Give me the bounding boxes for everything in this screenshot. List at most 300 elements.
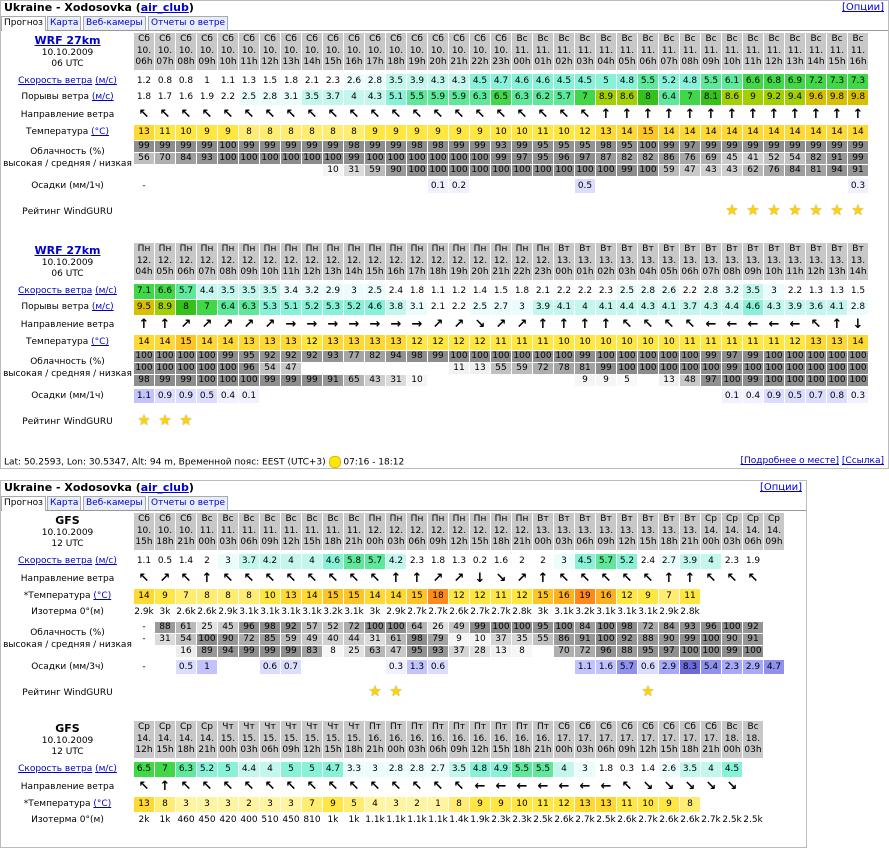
hour-label: 00h bbox=[723, 745, 741, 755]
cloud-low-cell: 100 bbox=[723, 375, 741, 385]
cloud-low-cell: 100 bbox=[555, 165, 573, 175]
precip-cell bbox=[533, 389, 553, 403]
cloud-high-cell: 77 bbox=[344, 351, 364, 362]
cloud-mid-cell: 96 bbox=[554, 153, 574, 164]
precip-cell bbox=[302, 179, 322, 193]
footer-links bbox=[741, 456, 884, 466]
unit-link[interactable]: (м/с) bbox=[95, 556, 117, 566]
cloud-low-cell: 13 bbox=[659, 375, 679, 386]
wind-arrow-icon: ↑ bbox=[537, 571, 549, 586]
temperature-cell: 8 bbox=[239, 125, 259, 140]
wind-speed-cell: 1.1 bbox=[134, 554, 154, 569]
isotherm-label: Изотерма 0°(м) bbox=[31, 607, 104, 617]
temperature-label: Температура (°C) bbox=[26, 337, 109, 347]
wind-speed-cell: 4.4 bbox=[197, 284, 217, 299]
day-label: Пн bbox=[473, 514, 487, 524]
wind-speed-cell: 2.9 bbox=[323, 284, 343, 299]
wind-speed-cell: 3.9 bbox=[407, 74, 427, 89]
time-header-cell bbox=[344, 243, 364, 280]
gust-cell: 5.7 bbox=[554, 90, 574, 105]
precip-cell bbox=[176, 179, 196, 193]
wind-speed-cell: 3 bbox=[344, 284, 364, 299]
wind-speed-cell: 2.8 bbox=[365, 74, 385, 89]
gust-cell: 9.8 bbox=[827, 90, 847, 105]
temperature-cell: 11 bbox=[617, 797, 637, 812]
day-label: Вт bbox=[747, 244, 759, 254]
hour-label: 09h bbox=[765, 537, 783, 547]
date-label: 11. bbox=[556, 45, 572, 56]
wind-speed-cell: 0.5 bbox=[155, 554, 175, 569]
temperature-cell: 15 bbox=[323, 589, 343, 604]
temperature-cell: 11 bbox=[533, 125, 553, 140]
wind-speed-cell: 2.7 bbox=[428, 762, 448, 777]
temperature-cell: 12 bbox=[617, 589, 637, 604]
temperature-label: Температура (°C) bbox=[26, 127, 109, 137]
date-label: 12. bbox=[451, 525, 467, 536]
date-label: 12. bbox=[388, 255, 404, 266]
temperature-cell: 14 bbox=[785, 125, 805, 140]
temperature-cell: 10 bbox=[659, 335, 679, 350]
date-label: 15. bbox=[262, 733, 278, 744]
temperature-label: *Температура (°C) bbox=[23, 799, 112, 809]
cloud-mid-cell: 55 bbox=[491, 363, 511, 374]
day-label: Пн bbox=[368, 514, 382, 524]
time-header-cell bbox=[428, 243, 448, 280]
cloud-high-cell: 100 bbox=[219, 141, 237, 151]
wind-speed-cell: 4.3 bbox=[428, 74, 448, 89]
precip-cell bbox=[449, 389, 469, 403]
gust-cell: 8 bbox=[176, 300, 196, 315]
temperature-cell: 18 bbox=[428, 589, 448, 604]
precip-cell: 0.7 bbox=[281, 660, 301, 674]
date-label: 15. bbox=[346, 733, 362, 744]
day-label: Сб bbox=[558, 722, 570, 732]
unit-link[interactable]: (°C) bbox=[93, 799, 112, 809]
wind-arrow-icon: ↖ bbox=[138, 107, 150, 122]
hour-label: 22h bbox=[471, 57, 489, 67]
wind-speed-cell: 2.4 bbox=[386, 284, 406, 299]
cloud-mid-cell: 100 bbox=[135, 363, 153, 373]
tab-forecast[interactable]: Прогноз bbox=[1, 16, 46, 31]
wind-speed-cell: 0.2 bbox=[470, 554, 490, 569]
isotherm-cell: 1.1k bbox=[386, 815, 406, 825]
date-label: 10. bbox=[262, 45, 278, 56]
cloud-low-cell: 83 bbox=[302, 646, 322, 657]
gust-cell: 3.9 bbox=[785, 300, 805, 315]
unit-link[interactable]: (°C) bbox=[91, 127, 109, 137]
day-label: Пн bbox=[326, 244, 340, 254]
unit-link[interactable]: (м/с) bbox=[95, 764, 117, 774]
day-label: Сб bbox=[285, 34, 297, 44]
date-label: 12. bbox=[346, 255, 362, 266]
cloud-mid-cell: 90 bbox=[722, 634, 742, 645]
wind-speed-cell: 6.6 bbox=[155, 284, 175, 299]
wind-arrow-icon: ↖ bbox=[579, 571, 591, 586]
precip-cell bbox=[218, 660, 238, 674]
wind-arrow-icon: ↖ bbox=[621, 317, 633, 332]
day-label: Сб bbox=[138, 514, 150, 524]
temperature-cell: 7 bbox=[659, 589, 679, 604]
unit-link[interactable]: (°C) bbox=[91, 337, 109, 347]
cloud-high-cell: 100 bbox=[639, 141, 657, 151]
day-label: Ср bbox=[201, 722, 213, 732]
run-date: 10.10.2009 bbox=[41, 48, 94, 58]
date-label: 13. bbox=[661, 525, 677, 536]
day-label: Пт bbox=[368, 722, 381, 732]
wind-speed-cell: 0.8 bbox=[155, 74, 175, 89]
precip-cell bbox=[554, 179, 574, 193]
permalink-link[interactable]: [Ссылка] bbox=[841, 456, 884, 466]
hour-label: 03h bbox=[576, 57, 594, 67]
time-header-cell bbox=[638, 33, 658, 70]
cloud-high-cell: 99 bbox=[827, 141, 847, 152]
date-label: 17. bbox=[703, 733, 719, 744]
hour-label: 03h bbox=[744, 745, 762, 755]
hour-label: 18h bbox=[387, 57, 405, 67]
wind-arrow-icon: ↑ bbox=[621, 107, 633, 122]
wind-arrow-icon: ↘ bbox=[726, 779, 738, 794]
cloud-low-cell bbox=[638, 375, 658, 386]
temperature-cell: 19 bbox=[575, 589, 595, 604]
gust-cell: 6.3 bbox=[470, 90, 490, 105]
isotherm-cell: 2.3k bbox=[491, 815, 511, 825]
wind-arrow-icon: ↖ bbox=[369, 779, 381, 794]
temperature-cell: 15 bbox=[176, 335, 196, 350]
temperature-cell: 8 bbox=[197, 589, 217, 604]
date-label: 12. bbox=[199, 255, 215, 266]
hour-label: 18h bbox=[177, 745, 195, 755]
day-label: Чт bbox=[264, 722, 276, 732]
time-header-cell bbox=[386, 721, 406, 758]
cloud-mid-cell: 100 bbox=[450, 153, 468, 163]
date-label: 13. bbox=[640, 525, 656, 536]
temperature-cell: 13 bbox=[344, 335, 364, 350]
time-header-cell bbox=[176, 243, 196, 280]
isotherm-cell: 2.6k bbox=[659, 815, 679, 825]
hour-label: 04h bbox=[135, 267, 153, 277]
wind-speed-cell: 4.3 bbox=[449, 74, 469, 89]
precip-cell bbox=[554, 660, 574, 674]
time-header-cell bbox=[302, 243, 322, 280]
precip-cell bbox=[365, 179, 385, 193]
unit-link[interactable]: (м/с) bbox=[91, 302, 114, 312]
cloud-high-cell: 99 bbox=[659, 141, 679, 152]
tab-wind-reports[interactable]: Отчеты о ветре bbox=[148, 496, 228, 510]
wind-arrow-icon: ↖ bbox=[495, 107, 507, 122]
precip-cell: 0.9 bbox=[155, 389, 175, 403]
time-header-cell bbox=[680, 33, 700, 70]
cloud-low-cell bbox=[533, 646, 553, 657]
cloud-low-cell: 43 bbox=[365, 375, 385, 386]
wind-arrow-icon: ↖ bbox=[516, 107, 528, 122]
wind-speed-cell: 2.8 bbox=[386, 762, 406, 777]
unit-link[interactable]: (°C) bbox=[93, 591, 112, 601]
hour-label: 15h bbox=[156, 745, 174, 755]
day-label: Пн bbox=[221, 244, 235, 254]
cloud-mid-cell: 10 bbox=[470, 634, 490, 645]
cloud-high-cell: 92 bbox=[260, 351, 280, 362]
isotherm-cell: 450 bbox=[282, 815, 300, 825]
cloud-high-cell: 100 bbox=[849, 351, 867, 361]
cloud-mid-cell: 49 bbox=[302, 634, 322, 645]
cloud-mid-cell: 100 bbox=[261, 153, 279, 163]
precip-cell bbox=[701, 179, 721, 193]
cloud-low-cell: 84 bbox=[785, 165, 805, 176]
precip-cell bbox=[596, 179, 616, 193]
cloud-low-cell: 9 bbox=[596, 375, 616, 386]
club-link[interactable]: air_club bbox=[140, 1, 189, 14]
hour-label: 10h bbox=[765, 267, 783, 277]
tab-wind-reports[interactable]: Отчеты о ветре bbox=[148, 16, 228, 30]
cloud-low-cell: 28 bbox=[470, 646, 490, 657]
day-label: Вс bbox=[747, 34, 759, 44]
cloud-high-cell: 99 bbox=[785, 141, 805, 152]
wind-speed-link[interactable]: Скорость ветра bbox=[18, 764, 93, 774]
day-label: Ср bbox=[138, 722, 150, 732]
gust-cell: 5.3 bbox=[323, 300, 343, 315]
cloud-low-cell: 59 bbox=[365, 165, 385, 176]
cloud-mid-cell: 100 bbox=[177, 363, 195, 373]
cloud-high-cell: 100 bbox=[555, 351, 573, 361]
day-label: Вс bbox=[201, 514, 213, 524]
unit-link[interactable]: (м/с) bbox=[95, 286, 117, 296]
day-label: Пн bbox=[284, 244, 298, 254]
cloud-mid-cell: 100 bbox=[849, 363, 867, 373]
hour-label: 08h bbox=[177, 57, 195, 67]
clouds-label: Облачность (%) bbox=[30, 357, 105, 367]
wind-speed-cell: 6.3 bbox=[176, 762, 196, 777]
wind-speed-cell: 4.6 bbox=[323, 554, 343, 569]
wind-speed-cell: 4.5 bbox=[575, 74, 595, 89]
date-label: 12. bbox=[325, 255, 341, 266]
hour-label: 12h bbox=[135, 745, 153, 755]
model-name[interactable]: WRF 27km bbox=[34, 34, 101, 47]
isotherm-cell: 420 bbox=[219, 815, 237, 825]
tab-webcams[interactable]: Веб-камеры bbox=[83, 496, 146, 510]
wind-speed-cell: 1.3 bbox=[827, 284, 847, 299]
wind-speed-cell: 2.2 bbox=[554, 284, 574, 299]
options-link[interactable]: [Опции] bbox=[841, 2, 884, 13]
gust-cell: 2.8 bbox=[260, 90, 280, 105]
precip-cell bbox=[638, 389, 658, 403]
cloud-mid-cell: 52 bbox=[764, 153, 784, 164]
isotherm-cell: 3.1k bbox=[260, 607, 280, 617]
hour-label: 10h bbox=[219, 57, 237, 67]
wind-arrow-icon: ← bbox=[516, 779, 528, 794]
day-label: Вс bbox=[621, 34, 633, 44]
time-header-cell bbox=[680, 243, 700, 280]
day-label: Пн bbox=[473, 244, 487, 254]
isotherm-cell: 2.6k bbox=[197, 607, 217, 617]
hour-label: 20h bbox=[429, 57, 447, 67]
cloud-high-cell: 100 bbox=[450, 351, 468, 361]
cloud-low-cell: 100 bbox=[471, 165, 489, 175]
day-label: Ср bbox=[159, 722, 171, 732]
precip-cell: - bbox=[134, 660, 154, 674]
tab-forecast[interactable]: Прогноз bbox=[1, 496, 46, 511]
cloud-mid-cell: - bbox=[134, 634, 154, 645]
cloud-low-cell: 100 bbox=[597, 165, 615, 175]
hour-label: 07h bbox=[702, 267, 720, 277]
cloud-mid-cell: 93 bbox=[197, 153, 217, 164]
hour-label: 06h bbox=[135, 57, 153, 67]
cloud-high-cell: 99 bbox=[428, 351, 448, 362]
precip-cell: 0.6 bbox=[638, 660, 658, 674]
precip-cell bbox=[155, 179, 175, 193]
wind-arrow-icon: ↘ bbox=[474, 317, 486, 332]
location-info: Lat: 50.2593, Lon: 30.5347, Alt: 94 m, Временной пояс: EEST (UTC+3) bbox=[4, 457, 326, 468]
wind-arrow-icon: ↖ bbox=[285, 107, 297, 122]
time-header-cell bbox=[848, 33, 868, 70]
temperature-cell: 3 bbox=[281, 797, 301, 812]
cloud-low-cell bbox=[260, 165, 280, 176]
precip-cell bbox=[659, 389, 679, 403]
tab-map[interactable]: Карта bbox=[47, 16, 81, 30]
cloud-low-cell: 94 bbox=[218, 646, 238, 657]
day-label: Сб bbox=[642, 722, 654, 732]
isotherm-cell: 2.9k bbox=[386, 607, 406, 617]
temperature-cell: 9 bbox=[470, 125, 490, 140]
wind-arrow-icon: ↖ bbox=[558, 107, 570, 122]
date-label: 18. bbox=[745, 733, 761, 744]
wind-speed-cell: 6.9 bbox=[785, 74, 805, 89]
time-header-cell bbox=[743, 33, 763, 70]
date-label: 13. bbox=[745, 255, 761, 266]
wind-speed-cell: 4.5 bbox=[554, 74, 574, 89]
isotherm-cell: 2.3k bbox=[512, 815, 532, 825]
sun-times: 07:16 - 18:12 bbox=[343, 457, 405, 468]
date-label: 16. bbox=[472, 733, 488, 744]
cloud-low-cell: 100 bbox=[744, 646, 762, 656]
isotherm-cell: 3k bbox=[537, 607, 549, 617]
wind-arrow-icon: ↖ bbox=[432, 779, 444, 794]
hour-label: 12h bbox=[639, 745, 657, 755]
hour-label: 03h bbox=[219, 537, 237, 547]
date-label: 17. bbox=[577, 733, 593, 744]
precip-cell bbox=[764, 179, 784, 193]
wind-speed-cell: 4.8 bbox=[617, 74, 637, 89]
wind-arrow-icon: ↑ bbox=[831, 107, 843, 122]
gust-cell: 2.2 bbox=[218, 90, 238, 105]
cloud-mid-cell: 99 bbox=[491, 153, 511, 164]
wind-speed-cell: 5 bbox=[281, 762, 301, 777]
precip-cell bbox=[344, 389, 364, 403]
wind-arrow-icon: ← bbox=[474, 779, 486, 794]
date-label: 10. bbox=[367, 45, 383, 56]
isotherm-cell: 1.1k bbox=[407, 815, 427, 825]
model-name[interactable]: WRF 27km bbox=[34, 244, 101, 257]
cloud-low-cell: 72 bbox=[575, 646, 595, 657]
hour-label: 00h bbox=[702, 537, 720, 547]
gust-cell: 5.2 bbox=[302, 300, 322, 315]
cloud-low-cell: 100 bbox=[513, 165, 531, 175]
precip-cell bbox=[239, 660, 259, 674]
hour-label: 14h bbox=[849, 267, 867, 277]
precip-cell: 0.4 bbox=[743, 389, 763, 403]
day-label: Ср bbox=[705, 514, 717, 524]
time-header-cell bbox=[512, 513, 532, 550]
day-label: Вт bbox=[600, 244, 612, 254]
wind-arrow-icon: ↖ bbox=[180, 779, 192, 794]
wind-speed-cell: 5.2 bbox=[197, 762, 217, 777]
temperature-cell: 12 bbox=[554, 797, 574, 812]
day-label: Пн bbox=[200, 244, 214, 254]
cloud-low-cell bbox=[554, 375, 574, 386]
options-link[interactable]: [Опции] bbox=[759, 482, 802, 493]
cloud-mid-cell: 99 bbox=[680, 634, 700, 645]
tab-webcams[interactable]: Веб-камеры bbox=[83, 16, 146, 30]
cloud-low-cell bbox=[449, 375, 469, 386]
cloud-low-cell: 59 bbox=[659, 165, 679, 176]
day-label: Вт bbox=[852, 244, 864, 254]
cloud-high-cell: 99 bbox=[512, 141, 532, 152]
club-link[interactable]: air_club bbox=[140, 481, 189, 494]
temperature-cell: 13 bbox=[281, 335, 301, 350]
temperature-cell: 11 bbox=[491, 589, 511, 604]
wind-speed-cell: 3.5 bbox=[743, 284, 763, 299]
precip-cell bbox=[638, 179, 658, 193]
cloud-low-cell: 99 bbox=[722, 646, 742, 657]
temperature-cell: 9 bbox=[659, 797, 679, 812]
temperature-cell: 15 bbox=[344, 589, 364, 604]
cloud-low-cell: 8 bbox=[323, 646, 343, 657]
spot-title: Ukraine - Xodosovka (air_club) [Опции] bbox=[4, 1, 884, 14]
temperature-cell: 14 bbox=[134, 589, 154, 604]
wind-speed-cell: 4.2 bbox=[260, 554, 280, 569]
temperature-cell: 3 bbox=[260, 797, 280, 812]
time-header-cell bbox=[470, 721, 490, 758]
time-header-cell bbox=[302, 33, 322, 70]
precip-label: Осадки (мм/1ч) bbox=[31, 391, 104, 401]
clouds-levels-label: высокая / средняя / низкая bbox=[3, 369, 132, 379]
temperature-cell: 9 bbox=[323, 797, 343, 812]
hour-label: 12h bbox=[450, 537, 468, 547]
cloud-low-cell: 100 bbox=[807, 375, 825, 385]
wind-speed-link[interactable]: Скорость ветра bbox=[18, 286, 93, 296]
precip-cell: 0.3 bbox=[848, 389, 868, 403]
temperature-cell: 13 bbox=[239, 335, 259, 350]
rating-label: Рейтинг WindGURU bbox=[22, 688, 113, 698]
temperature-cell: 13 bbox=[596, 125, 616, 140]
unit-link[interactable]: (м/с) bbox=[95, 76, 117, 86]
time-header-cell bbox=[344, 721, 364, 758]
wind-speed-link[interactable]: Скорость ветра bbox=[18, 76, 93, 86]
more-about-spot-link[interactable]: [Подробнее о месте] bbox=[740, 456, 840, 466]
gust-cell: 8.6 bbox=[617, 90, 637, 105]
time-header-cell bbox=[155, 721, 175, 758]
time-header-cell bbox=[134, 243, 154, 280]
date-label: 12. bbox=[451, 255, 467, 266]
precip-cell: 0.5 bbox=[197, 389, 217, 403]
wind-speed-link[interactable]: Скорость ветра bbox=[18, 556, 93, 566]
day-label: Вс bbox=[810, 34, 822, 44]
tab-map[interactable]: Карта bbox=[47, 496, 81, 510]
cloud-low-cell: 100 bbox=[702, 646, 720, 656]
gust-cell: 4.6 bbox=[743, 300, 763, 315]
temperature-cell: 2 bbox=[407, 797, 427, 812]
temperature-cell: 12 bbox=[470, 335, 490, 350]
unit-link[interactable]: (м/с) bbox=[91, 92, 114, 102]
gust-cell: 3.7 bbox=[323, 90, 343, 105]
precip-cell bbox=[659, 179, 679, 193]
cloud-mid-cell: 91 bbox=[827, 153, 847, 164]
temperature-cell: 14 bbox=[827, 125, 847, 140]
cloud-mid-cell: 100 bbox=[219, 153, 237, 163]
time-header-cell bbox=[722, 243, 742, 280]
time-header-cell bbox=[680, 513, 700, 550]
cloud-mid-cell bbox=[302, 363, 322, 374]
time-header-cell bbox=[386, 513, 406, 550]
